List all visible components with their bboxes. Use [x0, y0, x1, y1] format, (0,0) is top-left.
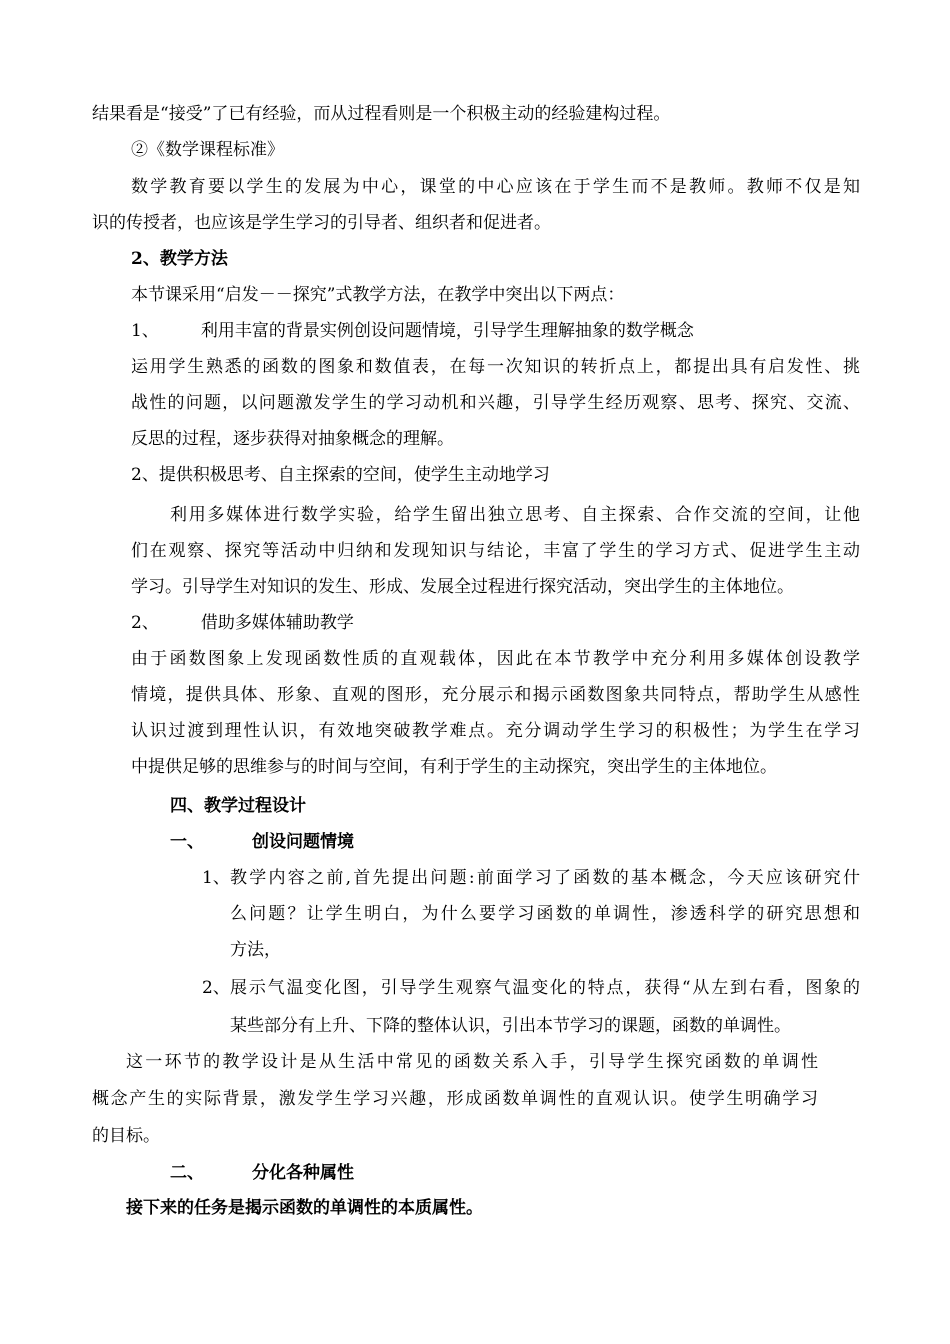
point-1-number: 1、	[131, 321, 159, 341]
item-1-line-2: 么问题？让学生明白，为什么要学习函数的单调性，渗透科学的研究思想和	[230, 904, 860, 924]
section-1-heading	[170, 832, 354, 852]
item-2-line-2: 某些部分有上升、下降的整体认识，引出本节学习的课题，函数的单调性。	[230, 1016, 791, 1036]
intro-line-1: 结果看是“接受”了已有经验，而从过程看则是一个积极主动的经验建构过程。	[92, 104, 671, 124]
point-1-line-3: 反思的过程，逐步获得对抽象概念的理解。	[131, 429, 454, 449]
item-1-line-1: 教学内容之前,首先提出问题:前面学习了函数的基本概念，今天应该研究什	[230, 868, 860, 888]
summary-line-2: 概念产生的实际背景，激发学生学习兴趣，形成函数单调性的直观认识。使学生明确学习	[92, 1089, 818, 1109]
point-1-line-1: 运用学生熟悉的函数的图象和数值表，在每一次知识的转折点上，都提出具有启发性、挑	[131, 357, 860, 377]
standard-line-2: 识的传授者，也应该是学生学习的引导者、组织者和促进者。	[92, 213, 551, 233]
process-heading: 四、教学过程设计	[170, 796, 306, 816]
standard-line-1: 数学教育要以学生的发展为中心，课堂的中心应该在于学生而不是教师。教师不仅是知	[131, 177, 860, 197]
section-2-number: 二、	[170, 1163, 204, 1183]
point-2-title: 2、提供积极思考、自主探索的空间，使学生主动地学习	[131, 465, 550, 485]
summary-line-1: 这一环节的教学设计是从生活中常见的函数关系入手，引导学生探究函数的单调性	[126, 1052, 818, 1072]
method-heading: 2、教学方法	[131, 249, 228, 269]
section-1-number: 一、	[170, 832, 204, 852]
point-3-number: 2、	[131, 613, 159, 633]
point-1-line-2: 战性的问题，以问题激发学生的学习动机和兴趣，引导学生经历观察、思考、探究、交流、	[131, 393, 860, 413]
item-1-number: 1、	[202, 868, 230, 888]
section-2-title: 分化各种属性	[252, 1163, 354, 1183]
point-2-line-1: 利用多媒体进行数学实验，给学生留出独立思考、自主探索、合作交流的空间，让他	[170, 505, 860, 525]
point-1-text: 利用丰富的背景实例创设问题情境，引导学生理解抽象的数学概念	[200, 321, 694, 341]
item-2-number: 2、	[202, 978, 230, 998]
point-3-title	[131, 613, 354, 633]
point-3-line-4: 中提供足够的思维参与的时间与空间，有利于学生的主动探究，突出学生的主体地位。	[131, 757, 777, 777]
item-1-line-3: 方法，	[230, 940, 281, 960]
section-2-intro: 接下来的任务是揭示函数的单调性的本质属性。	[126, 1198, 483, 1218]
point-3-line-3: 认识过渡到理性认识，有效地突破教学难点。充分调动学生学习的积极性；为学生在学习	[131, 721, 860, 741]
standard-title: ②《数学课程标准》	[131, 140, 284, 160]
point-2-line-3: 学习。引导学生对知识的发生、形成、发展全过程进行探究活动，突出学生的主体地位。	[131, 577, 794, 597]
summary-line-3: 的目标。	[92, 1126, 160, 1146]
point-2-line-2: 们在观察、探究等活动中归纳和发现知识与结论，丰富了学生的学习方式、促进学生主动	[131, 541, 860, 561]
point-1-title	[131, 321, 694, 341]
method-intro: 本节课采用“启发－－探究”式教学方法，在教学中突出以下两点：	[131, 285, 625, 305]
item-2-line-1: 展示气温变化图，引导学生观察气温变化的特点，获得“从左到右看，图象的	[230, 978, 860, 998]
point-3-line-1: 由于函数图象上发现函数性质的直观载体，因此在本节教学中充分利用多媒体创设教学	[131, 649, 860, 669]
section-2-heading	[170, 1163, 354, 1183]
section-1-title: 创设问题情境	[252, 832, 354, 852]
point-3-text: 借助多媒体辅助教学	[200, 613, 354, 633]
point-3-line-2: 情境，提供具体、形象、直观的图形，充分展示和揭示函数图象共同特点，帮助学生从感性	[131, 685, 860, 705]
